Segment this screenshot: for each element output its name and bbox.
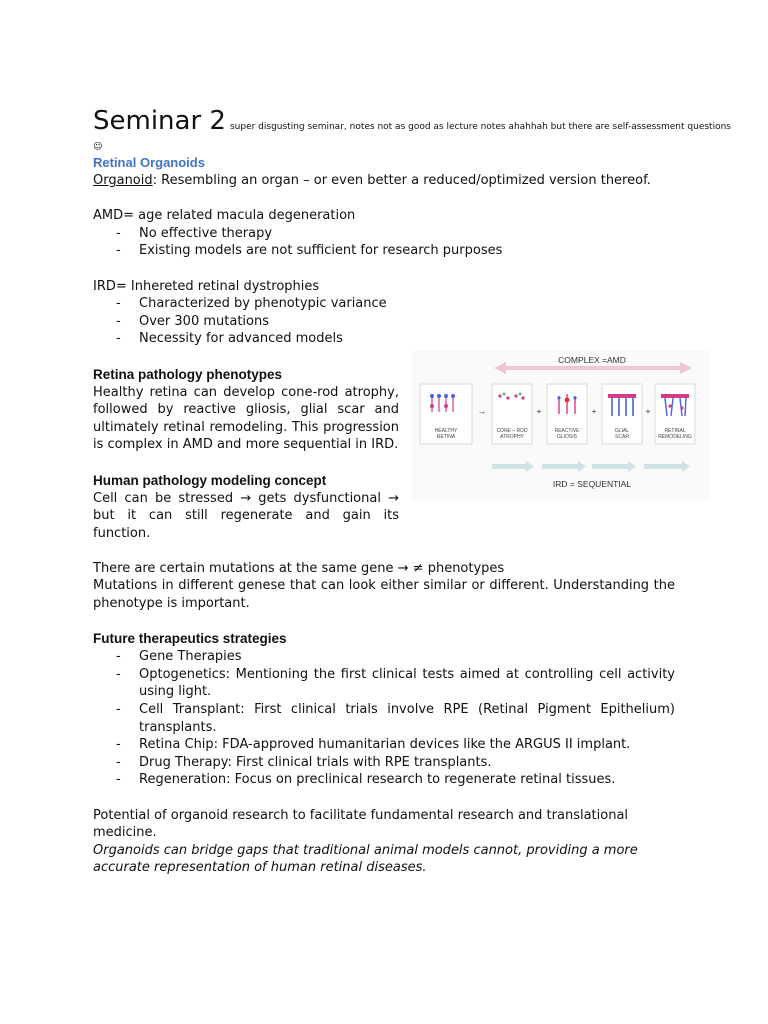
list-item: - Gene Therapies: [93, 648, 675, 666]
list-item: - Over 300 mutations: [93, 313, 675, 331]
pathology-diagram: [412, 350, 710, 500]
ird-definition: IRD= Inhereted retinal dystrophies: [93, 278, 320, 294]
italic-summary: Organoids can bridge gaps that traditional animal models cannot, providing a more accurate representation of human retinal diseases.: [93, 842, 638, 876]
page-title: Seminar 2: [93, 106, 226, 136]
list-item: - No effective therapy: [93, 225, 675, 243]
panel-label-line1: CONE – ROD: [496, 428, 528, 434]
page-subtitle: super disgusting seminar, notes not as good as lecture notes ahahhah but there are self-assessment questions: [229, 122, 731, 132]
list-item: - Retina Chip: FDA-approved humanitarian devices like the ARGUS II implant.: [93, 736, 675, 754]
complex-amd-label: COMPLEX =AMD: [558, 355, 626, 365]
mutations-paragraph: There are certain mutations at the same gene → ≠ phenotypes: [93, 560, 505, 576]
panel-label-line2: REMODELING: [658, 434, 692, 440]
panel-reactive-gliosis: [547, 384, 587, 444]
amd-definition: AMD= age related macula degeneration: [93, 208, 356, 224]
plus-icon: +: [645, 406, 651, 416]
panel-label-line1: RETINAL: [664, 428, 686, 434]
organoid-definition: [93, 172, 675, 190]
modeling-paragraph: Cell can be stressed → gets dysfunctional → but it can still regenerate and gain its function.: [93, 490, 399, 541]
panel-label-line2: ATROPHY: [500, 434, 524, 440]
arrow-icon: →: [477, 406, 487, 416]
list-item: - Characterized by phenotypic variance: [93, 295, 675, 313]
list-item: - Cell Transplant: First clinical trials involve RPE (Retinal Pigment Epithelium) transplants.: [93, 701, 675, 736]
plus-icon: +: [536, 406, 542, 416]
heading-retina-pathology: Retina pathology phenotypes: [93, 366, 283, 382]
panel-label-line1: GLIAL: [614, 428, 630, 434]
pathology-paragraph: Healthy retina can develop cone-rod atrophy, followed by reactive gliosis, glial scar and ultimately retinal remodeling. This progression is complex in AMD and more sequential in IRD.: [93, 384, 399, 453]
heading-future-strategies: Future therapeutics strategies: [93, 631, 287, 647]
list-item: - Regeneration: Focus on preclinical research to regenerate retinal tissues.: [93, 771, 675, 789]
potential-paragraph: Potential of organoid research to facilitate fundamental research and translational medicine.: [93, 807, 629, 841]
pathology-figure: [412, 350, 710, 500]
organoid-definition-text: : Resembling an organ – or even better a reduced/optimized version thereof.: [152, 173, 651, 188]
panel-cone-rod-atrophy: [492, 384, 532, 444]
panel-label-line2: GLIOSIS: [556, 434, 578, 440]
heading-modeling-concept: Human pathology modeling concept: [93, 472, 327, 488]
panel-label-line1: HEALTHY: [434, 428, 458, 434]
panel-label-line2: RETINA: [436, 434, 456, 440]
future-list: [93, 648, 675, 789]
amd-list: [93, 225, 675, 260]
smiley-symbol: ☺: [93, 142, 103, 152]
section-heading-retinal-organoids: Retinal Organoids: [93, 155, 205, 170]
ird-list: [93, 295, 675, 348]
panel-glial-scar: [602, 384, 642, 444]
panel-label-line2: SCAR: [615, 434, 629, 440]
organoid-term: Organoid: [93, 173, 153, 188]
list-item: - Drug Therapy: First clinical trials with RPE transplants.: [93, 754, 675, 772]
list-item: - Optogenetics: Mentioning the first clinical tests aimed at controlling cell activity using light.: [93, 666, 675, 701]
list-item: - Existing models are not sufficient for research purposes: [93, 242, 675, 260]
ird-sequential-label: IRD = SEQUENTIAL: [552, 479, 632, 489]
panel-healthy-retina: [420, 384, 472, 444]
genese-paragraph: Mutations in different genese that can look either similar or different. Understanding the phenotype is important.: [93, 578, 675, 612]
panel-retinal-remodeling: [655, 384, 695, 444]
title-line: [93, 106, 731, 142]
panel-label-line1: REACTIVE: [554, 428, 580, 434]
list-item: - Necessity for advanced models: [93, 330, 675, 348]
plus-icon: +: [591, 406, 597, 416]
